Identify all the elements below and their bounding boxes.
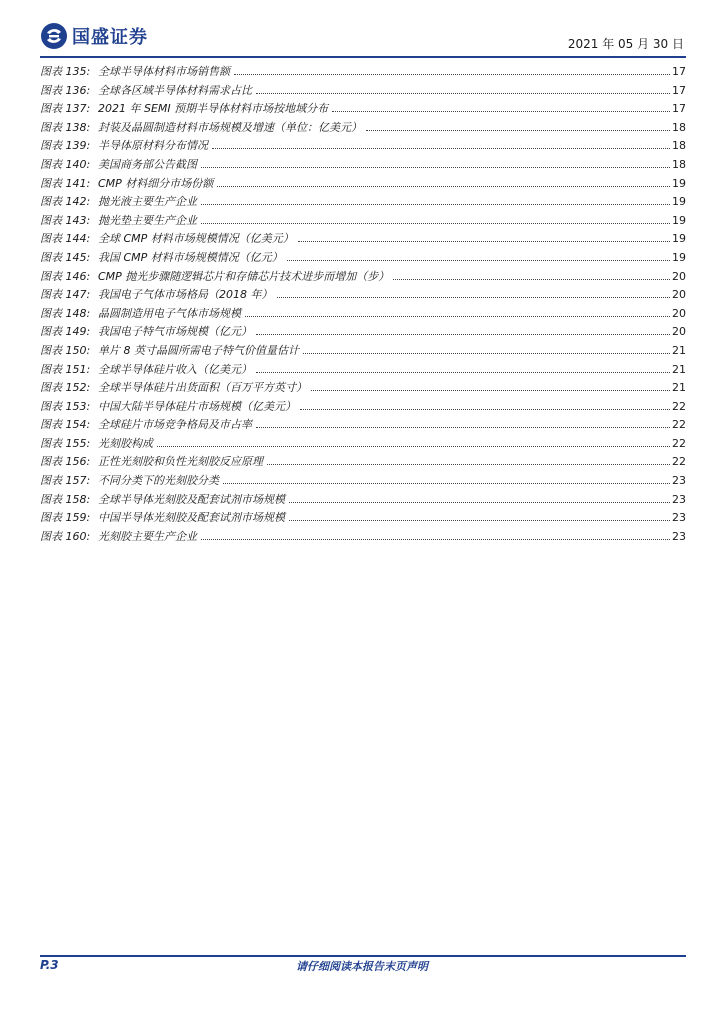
toc-entry-title: CMP 材料细分市场份额 — [98, 176, 214, 190]
toc-dot-leader — [332, 110, 670, 112]
toc-entry-title: 全球半导体硅片出货面积（百万平方英寸） — [98, 381, 307, 395]
toc-entry-label: 图表 135: — [40, 65, 91, 78]
toc-dot-leader — [201, 538, 670, 540]
toc-entry[interactable] — [40, 435, 686, 454]
toc-dot-leader — [289, 519, 670, 521]
toc-entry-label: 图表 143: — [40, 213, 91, 227]
toc-entry-label: 图表 159: — [40, 511, 91, 525]
toc-entry-label: 图表 137: — [40, 102, 91, 116]
toc-dot-leader — [256, 333, 670, 335]
toc-entry-title: 全球半导体光刻胶及配套试剂市场规模 — [98, 492, 285, 506]
toc-entry-label: 图表 139: — [40, 139, 91, 153]
toc-entry-page: 23 — [672, 492, 686, 506]
toc-entry-title: 光刻胶构成 — [98, 436, 153, 450]
toc-entry-page: 19 — [672, 213, 686, 227]
toc-entry-page: 17 — [672, 102, 686, 116]
toc-dot-leader — [311, 389, 670, 391]
toc-entry-label: 图表 151: — [40, 362, 91, 376]
toc-dot-leader — [267, 463, 670, 465]
toc-entry-label: 图表 147: — [40, 288, 91, 302]
toc-dot-leader — [201, 222, 670, 224]
report-date: 2021 年 05 月 30 日 — [567, 37, 684, 51]
toc-entry-page: 19 — [672, 176, 686, 190]
toc-entry-page: 23 — [672, 474, 686, 488]
toc-entry-page: 23 — [672, 529, 686, 543]
toc-dot-leader — [223, 482, 670, 484]
toc-entry-page: 22 — [672, 436, 686, 450]
toc-entry-page: 21 — [672, 343, 686, 357]
toc-entry-page: 19 — [672, 195, 686, 209]
toc-entry[interactable] — [40, 305, 686, 324]
toc-entry-page: 22 — [672, 399, 686, 413]
toc-entry-label: 图表 136: — [40, 83, 91, 97]
toc-dot-leader — [256, 426, 670, 428]
toc-entry-page: 20 — [672, 288, 686, 302]
toc-entry-title: 正性光刻胶和负性光刻胶反应原理 — [98, 455, 263, 469]
toc-entry-page: 23 — [672, 511, 686, 525]
toc-entry-title: 我国电子特气市场规模（亿元） — [98, 325, 252, 339]
toc-entry[interactable] — [40, 416, 686, 435]
toc-entry-title: 我国 CMP 材料市场规模情况（亿元） — [98, 250, 283, 264]
toc-entry-page: 17 — [672, 83, 686, 97]
toc-dot-leader — [201, 203, 670, 205]
toc-entry-page: 20 — [672, 306, 686, 320]
toc-entry-page: 21 — [672, 362, 686, 376]
toc-entry-title: 我国电子气体市场格局（2018 年） — [98, 288, 273, 302]
toc-entry-page: 18 — [672, 139, 686, 153]
toc-entry[interactable] — [40, 453, 686, 472]
toc-entry-title: 不同分类下的光刻胶分类 — [98, 474, 219, 488]
toc-entry[interactable] — [40, 528, 686, 547]
toc-entry-title: 全球硅片市场竞争格局及市占率 — [98, 418, 252, 432]
toc-entry-page: 19 — [672, 250, 686, 264]
toc-entry-page: 20 — [672, 325, 686, 339]
company-logo-text: 国盛证券 — [72, 27, 148, 48]
toc-dot-leader — [303, 352, 670, 354]
toc-entry[interactable] — [40, 268, 686, 287]
toc-entry-label: 图表 150: — [40, 343, 91, 357]
toc-entry-label: 图表 156: — [40, 455, 91, 469]
toc-entry-title: 全球各区域半导体材料需求占比 — [98, 83, 252, 97]
header-divider — [40, 56, 686, 58]
toc-entry[interactable] — [40, 100, 686, 119]
toc-entry-title: 封装及晶圆制造材料市场规模及增速（单位：亿美元） — [98, 120, 362, 134]
toc-entry-title: 全球半导体硅片收入（亿美元） — [98, 362, 252, 376]
toc-dot-leader — [157, 445, 670, 447]
toc-entry-title: 抛光垫主要生产企业 — [98, 213, 197, 227]
toc-entry-label: 图表 138: — [40, 120, 91, 134]
toc-dot-leader — [256, 92, 670, 94]
company-logo — [40, 22, 148, 50]
toc-entry-label: 图表 146: — [40, 269, 91, 283]
toc-dot-leader — [201, 166, 670, 168]
toc-dot-leader — [287, 259, 670, 261]
toc-entry[interactable] — [40, 323, 686, 342]
toc-entry-page: 22 — [672, 455, 686, 469]
toc-entry[interactable] — [40, 230, 686, 249]
toc-entry[interactable] — [40, 193, 686, 212]
toc-dot-leader — [277, 296, 671, 298]
toc-entry[interactable] — [40, 398, 686, 417]
toc-entry[interactable] — [40, 137, 686, 156]
toc-entry-page: 17 — [672, 65, 686, 78]
toc-entry-label: 图表 148: — [40, 306, 91, 320]
toc-entry-title: 单片 8 英寸晶圆所需电子特气价值量估计 — [98, 343, 299, 357]
toc-entry-title: 半导体原材料分布情况 — [98, 139, 208, 153]
toc-entry-label: 图表 160: — [40, 529, 91, 543]
toc-dot-leader — [393, 278, 670, 280]
page-number: P.3 — [40, 958, 59, 972]
toc-entry[interactable] — [40, 509, 686, 528]
toc-entry-page: 19 — [672, 232, 686, 246]
toc-entry-label: 图表 144: — [40, 232, 91, 246]
toc-dot-leader — [298, 240, 670, 242]
figure-table-of-contents — [40, 63, 686, 546]
toc-entry[interactable] — [40, 342, 686, 361]
company-logo-icon — [40, 22, 68, 50]
toc-entry-page: 20 — [672, 269, 686, 283]
toc-entry-label: 图表 158: — [40, 492, 91, 506]
toc-entry-title: 中国大陆半导体硅片市场规模（亿美元） — [98, 399, 296, 413]
toc-entry-label: 图表 140: — [40, 157, 91, 171]
toc-entry-title: 全球半导体材料市场销售额 — [98, 65, 230, 78]
toc-entry[interactable] — [40, 491, 686, 510]
toc-entry-label: 图表 155: — [40, 436, 91, 450]
page-header — [40, 20, 686, 56]
toc-entry[interactable] — [40, 472, 686, 491]
toc-entry[interactable] — [40, 379, 686, 398]
toc-entry[interactable] — [40, 212, 686, 231]
toc-entry-title: 全球 CMP 材料市场规模情况（亿美元） — [98, 232, 294, 246]
toc-entry-label: 图表 152: — [40, 381, 91, 395]
toc-entry-label: 图表 141: — [40, 176, 91, 190]
toc-entry-label: 图表 149: — [40, 325, 91, 339]
toc-entry-title: 晶圆制造用电子气体市场规模 — [98, 306, 241, 320]
toc-dot-leader — [300, 408, 670, 410]
toc-dot-leader — [245, 315, 670, 317]
toc-entry-label: 图表 157: — [40, 474, 91, 488]
toc-dot-leader — [289, 501, 670, 503]
toc-entry-title: 美国商务部公告截图 — [98, 157, 197, 171]
toc-entry-label: 图表 142: — [40, 195, 91, 209]
footer-divider — [40, 955, 686, 957]
toc-entry-page: 18 — [672, 157, 686, 171]
toc-entry[interactable] — [40, 82, 686, 101]
toc-entry-label: 图表 153: — [40, 399, 91, 413]
toc-entry[interactable] — [40, 156, 686, 175]
toc-entry[interactable] — [40, 175, 686, 194]
toc-dot-leader — [256, 371, 670, 373]
toc-entry-title: CMP 抛光步骤随逻辑芯片和存储芯片技术进步而增加（步） — [98, 269, 390, 283]
toc-dot-leader — [212, 147, 670, 149]
toc-entry-title: 2021 年 SEMI 预期半导体材料市场按地域分布 — [98, 102, 329, 116]
toc-entry[interactable] — [40, 361, 686, 380]
toc-dot-leader — [217, 185, 670, 187]
toc-entry-title: 抛光液主要生产企业 — [98, 195, 197, 209]
toc-entry-label: 图表 154: — [40, 418, 91, 432]
toc-entry-page: 21 — [672, 381, 686, 395]
toc-entry-page: 18 — [672, 120, 686, 134]
toc-dot-leader — [234, 73, 670, 75]
toc-entry[interactable] — [40, 286, 686, 305]
toc-entry-title: 光刻胶主要生产企业 — [98, 529, 197, 543]
disclaimer-note: 请仔细阅读本报告末页声明 — [296, 960, 428, 973]
toc-entry[interactable] — [40, 63, 686, 82]
toc-entry-title: 中国半导体光刻胶及配套试剂市场规模 — [98, 511, 285, 525]
toc-entry-page: 22 — [672, 418, 686, 432]
toc-entry[interactable] — [40, 119, 686, 138]
toc-entry-label: 图表 145: — [40, 250, 91, 264]
toc-entry[interactable] — [40, 249, 686, 268]
toc-dot-leader — [366, 129, 670, 131]
